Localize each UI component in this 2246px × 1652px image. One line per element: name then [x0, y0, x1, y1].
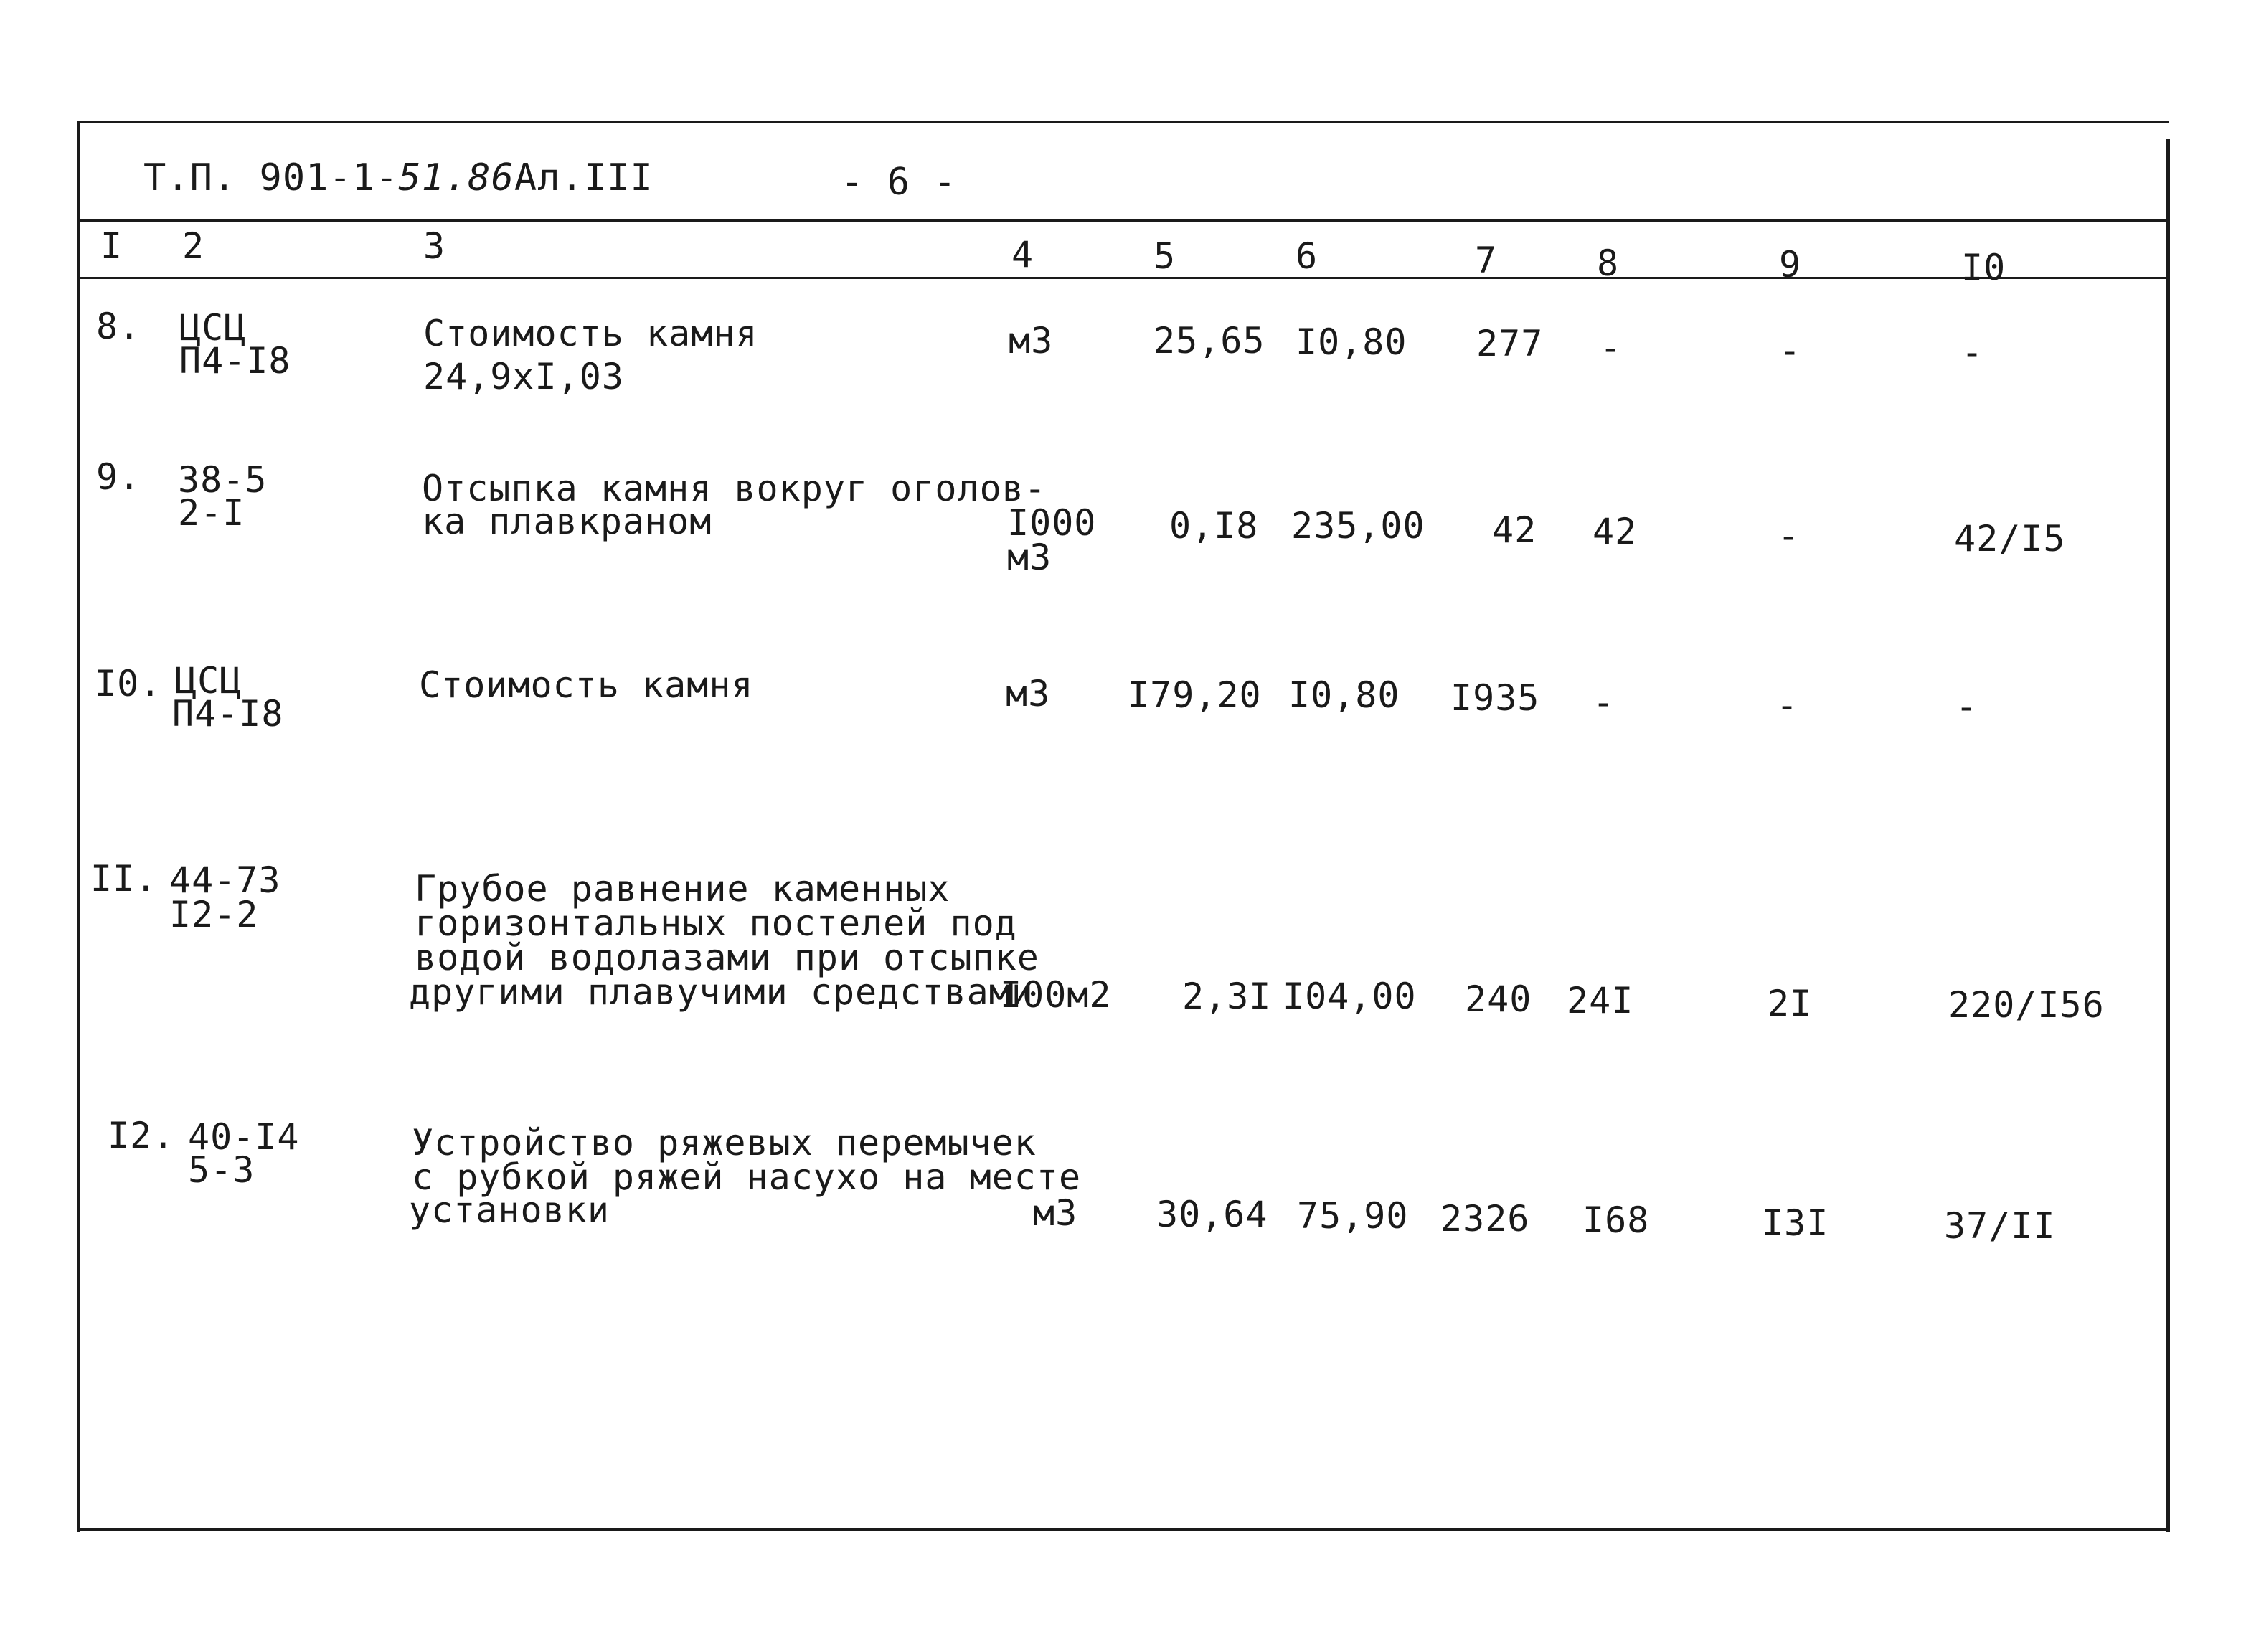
column-8-cell: - — [1600, 327, 1623, 369]
column-header-5: 5 — [1153, 235, 1176, 277]
frame-top-border — [77, 121, 2169, 123]
rate-code-line1: 44-73 — [169, 859, 281, 901]
rate-code-line2: I2-2 — [169, 894, 259, 935]
rate-code-line2: П4-I8 — [179, 340, 291, 382]
document-code-suffix: Ал.III — [514, 156, 653, 199]
frame-left-border — [77, 121, 80, 1532]
header-divider — [77, 219, 2169, 222]
row-number: I2. — [108, 1115, 175, 1156]
unit-price-cell: I04,00 — [1283, 976, 1417, 1017]
description-line: 24,9хI,03 — [423, 356, 624, 397]
rate-code-line1: ЦСЦ — [179, 307, 247, 349]
rate-code-line2: П4-I8 — [172, 693, 284, 735]
column-8-cell: 42 — [1593, 511, 1638, 552]
column-8-cell: I68 — [1582, 1199, 1650, 1241]
document-code — [143, 156, 653, 199]
row-number: 9. — [96, 456, 141, 498]
column-header-4: 4 — [1011, 234, 1034, 275]
frame-bottom-border — [77, 1528, 2170, 1531]
unit-cell: I00м2 — [1000, 974, 1112, 1016]
column-header-2: 2 — [182, 225, 205, 267]
rate-code-line2: 5-3 — [188, 1149, 255, 1191]
page-number: - 6 - — [841, 161, 957, 204]
description-line: горизонтальных постелей под — [415, 902, 1017, 944]
quantity-cell: 30,64 — [1156, 1194, 1268, 1235]
unit-cell: м3 — [1009, 320, 1054, 362]
column-9-cell: 2I — [1768, 983, 1813, 1024]
description-line: Отсыпка камня вокруг оголов- — [422, 468, 1047, 509]
total-cost-cell: I935 — [1450, 677, 1540, 719]
column-header-10: I0 — [1961, 247, 2006, 288]
frame-right-border — [2166, 139, 2170, 1532]
row-number: 8. — [96, 306, 141, 347]
column-header-divider — [77, 277, 2169, 279]
column-9-cell: I3I — [1762, 1202, 1829, 1244]
column-8-cell: - — [1593, 681, 1615, 723]
description-line: Стоимость камня — [423, 313, 758, 354]
description-line: Грубое равнение каменных — [415, 868, 950, 910]
unit-price-cell: I0,80 — [1296, 321, 1407, 363]
quantity-cell: 0,I8 — [1169, 505, 1259, 547]
description-line: Стоимость камня — [419, 664, 754, 706]
column-header-3: 3 — [423, 225, 446, 267]
unit-cell-line2: м3 — [1007, 537, 1052, 578]
unit-price-cell: 75,90 — [1297, 1195, 1409, 1237]
unit-price-cell: 235,00 — [1291, 505, 1425, 547]
rate-code-line1: 38-5 — [178, 459, 268, 501]
column-10-cell: 37/II — [1944, 1205, 2056, 1247]
unit-cell: I000 — [1007, 502, 1097, 544]
document-code-prefix: Т.П. 901-1- — [143, 156, 399, 199]
unit-price-cell: I0,80 — [1288, 674, 1400, 716]
column-10-cell: - — [1955, 686, 1978, 727]
description-line: установки — [409, 1189, 610, 1231]
column-10-cell: - — [1961, 331, 1984, 373]
quantity-cell: I79,20 — [1128, 674, 1262, 716]
column-9-cell: - — [1776, 684, 1799, 726]
quantity-cell: 25,65 — [1153, 320, 1265, 362]
total-cost-cell: 2326 — [1440, 1198, 1530, 1240]
description-line: Устройство ряжевых перемычек — [412, 1122, 1037, 1164]
unit-cell: м3 — [1006, 673, 1051, 714]
rate-code-line2: 2-I — [178, 492, 245, 534]
column-header-8: 8 — [1597, 242, 1620, 284]
rate-code-line1: ЦСЦ — [175, 660, 242, 702]
column-header-9: 9 — [1779, 244, 1802, 285]
total-cost-cell: 240 — [1465, 978, 1532, 1020]
description-line: ка плавкраном — [422, 501, 712, 542]
description-line: с рубкой ряжей насухо на месте — [412, 1156, 1082, 1198]
column-9-cell: - — [1779, 330, 1802, 372]
column-8-cell: 24I — [1567, 980, 1634, 1021]
quantity-cell: 2,3I — [1182, 976, 1272, 1017]
total-cost-cell: 42 — [1492, 509, 1537, 551]
description-line: водой водолазами при отсыпке — [415, 937, 1039, 978]
document-code-handwritten: 51.86 — [398, 156, 514, 199]
row-number: I0. — [95, 663, 162, 704]
unit-cell: м3 — [1033, 1192, 1078, 1234]
description-line: другими плавучими средствами — [409, 971, 1034, 1013]
rate-code-line1: 40-I4 — [188, 1116, 300, 1158]
column-header-7: 7 — [1475, 240, 1498, 281]
column-9-cell: - — [1778, 515, 1801, 557]
total-cost-cell: 277 — [1476, 323, 1544, 364]
row-number: II. — [90, 858, 158, 900]
column-10-cell: 220/I56 — [1948, 984, 2105, 1026]
column-header-6: 6 — [1296, 235, 1318, 277]
column-10-cell: 42/I5 — [1954, 518, 2066, 560]
column-header-1: I — [100, 225, 123, 267]
